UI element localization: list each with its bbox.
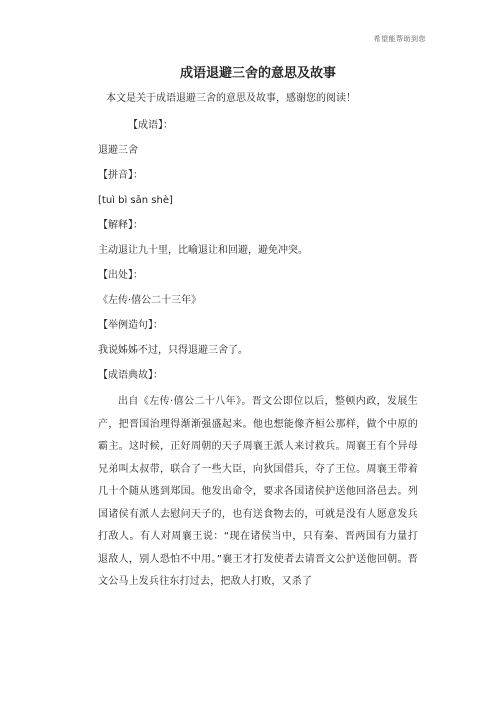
example-heading: 【举例造句】： [98, 320, 163, 331]
story-heading: 【成语典故】： [98, 370, 163, 381]
source-heading: 【出处】： [98, 270, 143, 281]
idiom-heading: 【成语】： [128, 120, 173, 131]
source-text: 《左传·僖公二十三年》 [98, 295, 202, 306]
meaning-heading: 【解释】： [98, 220, 143, 231]
pinyin-heading: 【拼音】： [98, 170, 143, 181]
idiom-text: 退避三舍 [98, 145, 138, 156]
story-paragraph: 出自《左传·僖公二十八年》。晋文公即位以后，整顿内政，发展生产，把晋国治理得渐渐强盛起来。他也想能像齐桓公那样，做个中原的霸主。这时候，正好周朝的天子周襄王派人来讨救兵。周襄王有个异母兄弟叫太叔带，联合了一些大臣，向狄国借兵，夺了王位。周襄王带着几十个随从逃到郑国。他发出命令，要求各国诸侯护送他回洛邑去。列国诸侯有派人去慰问天子的，也有送食物去的，可就是没有人愿意发兵打敌人。有人对周襄王说：“现在诸侯当中，只有秦、晋两国有力量打退敌人，别人恐怕不中用。”襄王才打发使者去请晋文公护送他回朝。晋文公马上发兵往东打过去，把敌人打败，又杀了 [98, 396, 418, 587]
document-title: 成语退避三舍的意思及故事 [179, 66, 336, 81]
example-text: 我说姊姊不过，只得退避三舍了。 [98, 345, 248, 356]
document-page [98, 64, 418, 594]
meaning-text: 主动退让九十里，比喻退让和回避，避免冲突。 [98, 245, 308, 256]
intro-paragraph: 本文是关于成语退避三舍的意思及故事，感谢您的阅读！ [106, 93, 356, 104]
header-note: 希望能帮助到您 [373, 35, 426, 43]
pinyin-text: [tuì bì sān shè] [98, 195, 173, 206]
